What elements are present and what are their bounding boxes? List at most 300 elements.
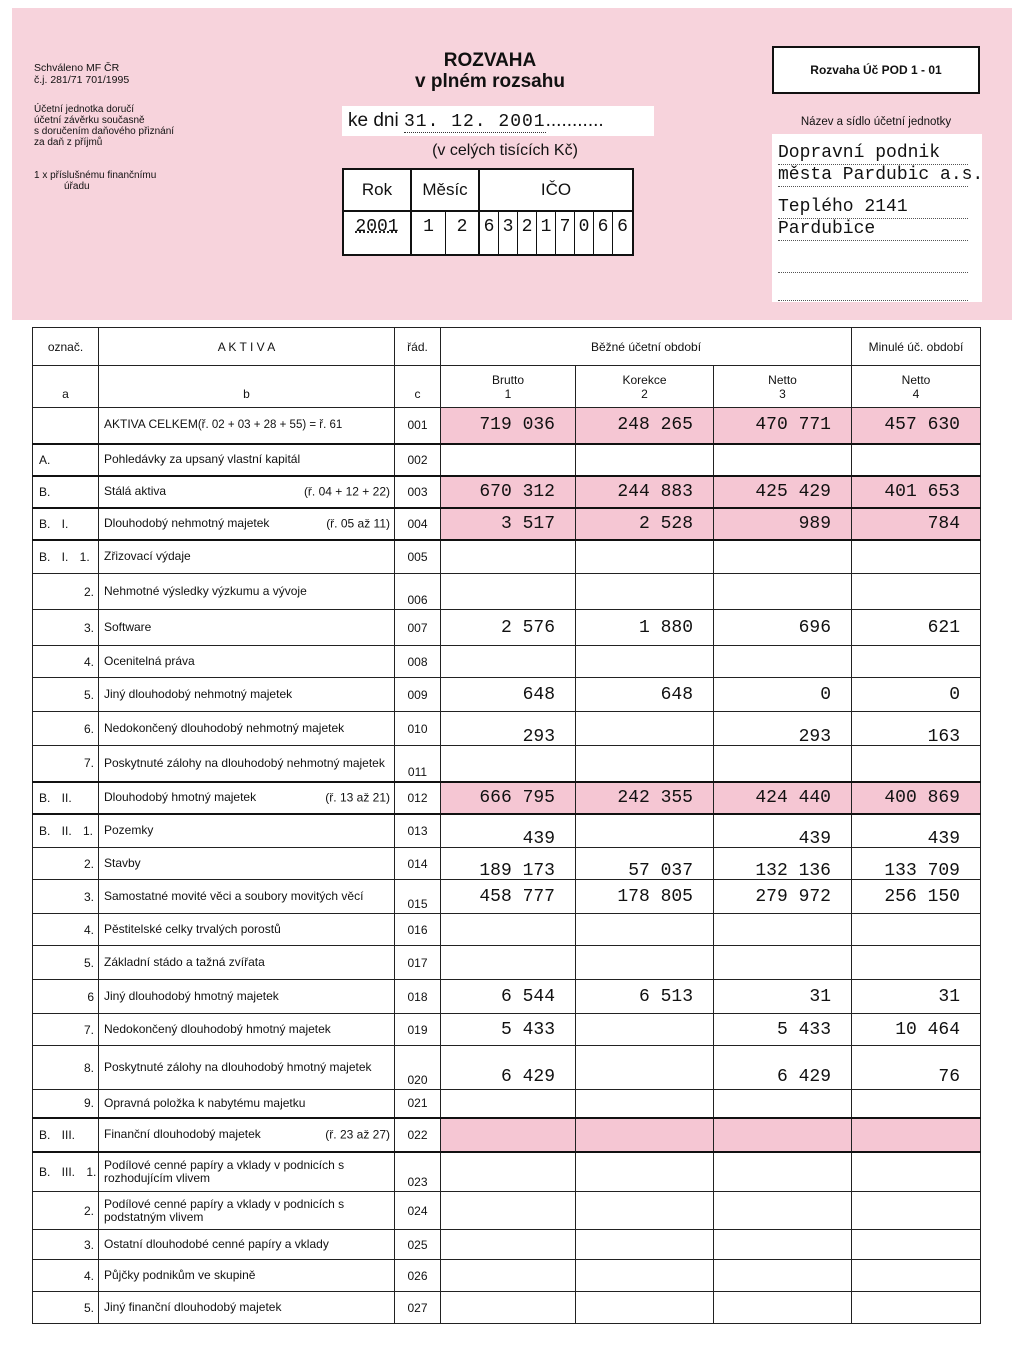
value-netto[interactable]: 470 771 (714, 408, 852, 444)
value-korekce[interactable] (576, 1090, 714, 1118)
value-netto-prev[interactable]: 621 (852, 610, 981, 646)
org-line[interactable] (778, 250, 968, 273)
row-number: 006 (395, 574, 441, 610)
row-designation (33, 914, 99, 946)
year-header: Rok (344, 170, 412, 210)
value-brutto[interactable] (441, 1152, 576, 1192)
row-number: 013 (395, 814, 441, 848)
col-header-oznac: označ. (33, 328, 99, 366)
month-header: Měsíc (412, 170, 480, 210)
row-designation-text: B. II. 1. (39, 823, 94, 838)
table-row (33, 880, 981, 914)
row-label (99, 408, 395, 444)
value-korekce[interactable] (576, 946, 714, 980)
row-label (99, 540, 395, 574)
row-label-text: Jiný dlouhodobý hmotný majetek (104, 989, 279, 1003)
row-label-text: Poskytnuté zálohy na dlouhodobý hmotný majetek (104, 1060, 372, 1074)
row-designation (33, 946, 99, 980)
korekce-num: 2 (641, 386, 648, 401)
value-brutto[interactable]: 719 036 (441, 408, 576, 444)
row-label-text: Nedokončený dlouhodobý hmotný majetek (104, 1022, 331, 1036)
value-brutto[interactable]: 2 576 (441, 610, 576, 646)
value-netto[interactable] (714, 746, 852, 782)
row-designation (33, 574, 99, 610)
value-korekce[interactable]: 2 528 (576, 508, 714, 540)
table-row (33, 1230, 981, 1260)
row-number: 026 (395, 1260, 441, 1292)
row-number: 024 (395, 1192, 441, 1230)
row-label-text: Stavby (104, 856, 141, 870)
value-brutto[interactable] (441, 946, 576, 980)
row-label-text: Pěstitelské celky trvalých porostů (104, 922, 281, 936)
table-row (33, 1046, 981, 1090)
col-header-rad: řád. (395, 328, 441, 366)
org-line[interactable]: města Pardubic a.s. (778, 165, 984, 185)
row-subnumber: 5. (83, 1300, 94, 1315)
date-field[interactable] (342, 106, 654, 136)
value-netto[interactable]: 439 (714, 814, 852, 848)
row-label (99, 880, 395, 914)
row-subnumber: 2. (83, 1203, 94, 1218)
value-netto[interactable] (714, 1260, 852, 1292)
value-netto[interactable] (714, 574, 852, 610)
value-korekce[interactable] (576, 914, 714, 946)
value-korekce[interactable] (576, 1046, 714, 1090)
value-brutto[interactable] (441, 1260, 576, 1292)
table-row (33, 1292, 981, 1324)
value-korekce[interactable]: 648 (576, 678, 714, 712)
row-subnumber: 3. (83, 620, 94, 635)
table-row (33, 610, 981, 646)
row-label (99, 980, 395, 1014)
row-label-text: Nehmotné výsledky výzkumu a vývoje (104, 584, 307, 598)
table-row (33, 746, 981, 782)
table-row (33, 1090, 981, 1118)
value-netto-prev[interactable] (852, 444, 981, 476)
value-korekce[interactable] (576, 1014, 714, 1046)
title-line-1: ROZVAHA (443, 50, 537, 71)
value-korekce[interactable] (576, 1230, 714, 1260)
value-korekce[interactable]: 57 037 (576, 848, 714, 880)
page-title (395, 50, 585, 92)
row-subnumber: 4. (83, 654, 94, 669)
value-netto[interactable]: 293 (714, 712, 852, 746)
value-korekce[interactable] (576, 1260, 714, 1292)
row-number: 011 (395, 746, 441, 782)
org-line[interactable]: Teplého 2141 (778, 196, 968, 219)
value-netto[interactable] (714, 646, 852, 678)
ico-digit[interactable]: 6 (480, 210, 499, 254)
value-netto[interactable] (714, 1152, 852, 1192)
value-netto-prev[interactable]: 784 (852, 508, 981, 540)
ico-header: IČO (540, 180, 572, 199)
value-brutto[interactable]: 648 (441, 678, 576, 712)
table-row (33, 508, 981, 540)
value-korekce[interactable] (576, 444, 714, 476)
row-number: 012 (395, 782, 441, 814)
value-netto[interactable]: 0 (714, 678, 852, 712)
row-designation (33, 540, 99, 574)
value-netto-prev[interactable] (852, 1090, 981, 1118)
value-netto-prev[interactable] (852, 1230, 981, 1260)
value-netto-prev[interactable]: 133 709 (852, 848, 981, 880)
row-label (99, 814, 395, 848)
value-korekce[interactable] (576, 1152, 714, 1192)
korekce-label: Korekce (622, 372, 667, 387)
table-row (33, 980, 981, 1014)
copy-note (34, 170, 194, 192)
table-row (33, 408, 981, 444)
value-brutto[interactable] (441, 1192, 576, 1230)
row-label-text: Finanční dlouhodobý majetek (104, 1127, 261, 1141)
row-designation (33, 678, 99, 712)
value-netto[interactable] (714, 1090, 852, 1118)
row-label-text: Nedokončený dlouhodobý nehmotný majetek (104, 721, 345, 735)
row-label (99, 444, 395, 476)
table-row (33, 1260, 981, 1292)
table-row (33, 814, 981, 848)
row-number: 003 (395, 476, 441, 508)
ico-digit[interactable]: 1 (537, 210, 556, 254)
row-number: 008 (395, 646, 441, 678)
value-netto-prev[interactable] (852, 1118, 981, 1152)
row-number: 018 (395, 980, 441, 1014)
table-row (33, 646, 981, 678)
netto-prev-num: 4 (912, 386, 920, 401)
row-number: 025 (395, 1230, 441, 1260)
value-netto-prev[interactable]: 76 (852, 1046, 981, 1090)
value-netto[interactable] (714, 1192, 852, 1230)
row-number: 004 (395, 508, 441, 540)
table-row (33, 914, 981, 946)
year-value[interactable]: 2001 (344, 210, 412, 254)
value-korekce[interactable]: 6 513 (576, 980, 714, 1014)
row-label (99, 914, 395, 946)
row-label (99, 646, 395, 678)
row-subnumber: 6. (83, 721, 94, 736)
row-designation-text: B. III. (39, 1127, 76, 1142)
row-label-text: Dlouhodobý hmotný majetek (104, 790, 257, 804)
value-brutto[interactable]: 6 544 (441, 980, 576, 1014)
ico-digit[interactable]: 6 (617, 217, 628, 237)
value-brutto[interactable] (441, 574, 576, 610)
value-netto-prev[interactable] (852, 746, 981, 782)
value-netto-prev[interactable]: 31 (852, 980, 981, 1014)
date-value: 31. 12. 2001 (403, 112, 546, 132)
row-range-formula: (ř. 05 až 11) (326, 516, 390, 530)
value-netto[interactable]: 5 433 (714, 1014, 852, 1046)
row-designation (33, 1192, 99, 1230)
row-subnumber: 3. (83, 889, 94, 904)
value-korekce[interactable] (576, 1118, 714, 1152)
row-label (99, 946, 395, 980)
value-brutto[interactable]: 5 433 (441, 1014, 576, 1046)
value-netto[interactable] (714, 1292, 852, 1324)
value-netto[interactable] (714, 914, 852, 946)
table-row (33, 574, 981, 610)
row-designation (33, 1046, 99, 1090)
col-letter-c: c (395, 366, 441, 408)
value-netto[interactable]: 279 972 (714, 880, 852, 914)
row-label-text: Jiný finanční dlouhodobý majetek (104, 1300, 282, 1314)
value-netto[interactable]: 31 (714, 980, 852, 1014)
row-designation (33, 646, 99, 678)
value-netto-prev[interactable] (852, 574, 981, 610)
col-letter-b: b (99, 366, 395, 408)
value-netto-prev[interactable]: 457 630 (852, 408, 981, 444)
row-subnumber: 4. (83, 922, 94, 937)
row-designation (33, 880, 99, 914)
row-label-text: Stálá aktiva (104, 484, 167, 498)
table-row (33, 678, 981, 712)
row-label-text: Jiný dlouhodobý nehmotný majetek (104, 687, 293, 701)
value-brutto[interactable]: 6 429 (441, 1046, 576, 1090)
value-korekce[interactable] (576, 540, 714, 574)
row-number: 002 (395, 444, 441, 476)
ico-digit[interactable]: 6 (594, 210, 613, 254)
col-netto-prev (852, 366, 981, 408)
row-label-text: Ocenitelná práva (104, 654, 195, 668)
value-netto[interactable] (714, 1118, 852, 1152)
approval-note (34, 62, 129, 86)
row-designation (33, 712, 99, 746)
value-korekce[interactable] (576, 712, 714, 746)
row-label (99, 476, 395, 508)
row-number: 016 (395, 914, 441, 946)
row-designation (33, 1118, 99, 1152)
row-range-formula: (ř. 23 až 27) (325, 1127, 390, 1141)
row-number: 020 (395, 1046, 441, 1090)
netto-num: 3 (779, 386, 786, 401)
netto-prev-label: Netto (901, 372, 931, 387)
col-korekce (576, 366, 714, 408)
value-netto[interactable]: 132 136 (714, 848, 852, 880)
row-label (99, 1118, 395, 1152)
row-label-text: Samostatné movité věci a soubory movitých věcí (104, 889, 364, 903)
delivery-note-line: za daň z příjmů (34, 137, 103, 148)
row-designation (33, 814, 99, 848)
row-label (99, 574, 395, 610)
row-designation (33, 444, 99, 476)
row-designation-text: A. (39, 452, 51, 467)
value-brutto[interactable] (441, 1090, 576, 1118)
row-range-formula: (ř. 02 + 03 + 28 + 55) = ř. 61 (197, 419, 343, 432)
row-number: 009 (395, 678, 441, 712)
value-brutto[interactable]: 189 173 (441, 848, 576, 880)
row-label (99, 1192, 395, 1230)
row-number: 010 (395, 712, 441, 746)
delivery-note-line: účetní závěrku současně (34, 115, 145, 126)
org-line[interactable]: Dopravní podnik (778, 142, 968, 165)
value-netto[interactable] (714, 946, 852, 980)
value-brutto[interactable] (441, 540, 576, 574)
row-subnumber: 4. (83, 1268, 94, 1283)
value-korekce[interactable]: 178 805 (576, 880, 714, 914)
table-row (33, 1118, 981, 1152)
org-line[interactable] (778, 278, 968, 301)
value-netto-prev[interactable]: 400 869 (852, 782, 981, 814)
date-dots: ........... (545, 110, 604, 131)
ico-digit[interactable]: 7 (556, 210, 575, 254)
col-letter-a: a (33, 366, 99, 408)
value-netto-prev[interactable] (852, 946, 981, 980)
row-designation (33, 980, 99, 1014)
row-label-text: Opravná položka k nabytému majetku (104, 1095, 306, 1110)
row-label (99, 1230, 395, 1260)
value-netto-prev[interactable] (852, 646, 981, 678)
row-subnumber: 6 (87, 989, 94, 1004)
row-designation (33, 1152, 99, 1192)
value-korekce[interactable] (576, 1292, 714, 1324)
value-korekce[interactable] (576, 814, 714, 848)
col-netto (714, 366, 852, 408)
value-netto[interactable] (714, 540, 852, 574)
value-korekce[interactable]: 242 355 (576, 782, 714, 814)
row-number: 023 (395, 1152, 441, 1192)
table-row (33, 1014, 981, 1046)
value-netto-prev[interactable]: 0 (852, 678, 981, 712)
value-netto-prev[interactable] (852, 914, 981, 946)
copy-note-line: úřadu (64, 181, 90, 192)
row-number: 007 (395, 610, 441, 646)
delivery-note-line: s doručením daňového přiznání (34, 126, 175, 137)
table-row (33, 444, 981, 476)
value-netto[interactable]: 696 (714, 610, 852, 646)
value-brutto[interactable] (441, 1118, 576, 1152)
value-brutto[interactable] (441, 646, 576, 678)
row-subnumber: 9. (83, 1096, 94, 1111)
value-brutto[interactable] (441, 914, 576, 946)
brutto-num: 1 (504, 386, 512, 401)
org-line[interactable]: Pardubice (778, 218, 968, 241)
col-header-current: Běžné účetní období (441, 328, 852, 366)
row-designation (33, 1230, 99, 1260)
value-netto-prev[interactable] (852, 540, 981, 574)
value-netto[interactable]: 424 440 (714, 782, 852, 814)
row-designation (33, 746, 99, 782)
value-korekce[interactable] (576, 1192, 714, 1230)
col-header-previous: Minulé úč. období (852, 328, 981, 366)
month-digit[interactable]: 2 (446, 210, 480, 254)
ico-digit[interactable]: 3 (499, 210, 518, 254)
row-label-text: Ostatní dlouhodobé cenné papíry a vklady (104, 1237, 329, 1251)
row-label (99, 848, 395, 880)
row-subnumber: 2. (83, 584, 94, 599)
value-netto[interactable]: 425 429 (714, 476, 852, 508)
row-label-text: Podílové cenné papíry a vklady v podnicích s rozhodujícím vlivem (104, 1157, 345, 1185)
value-netto-prev[interactable] (852, 1192, 981, 1230)
value-netto-prev[interactable] (852, 1152, 981, 1192)
row-subnumber: 2. (83, 856, 94, 871)
value-brutto[interactable] (441, 746, 576, 782)
date-label: ke dni (348, 110, 399, 131)
value-brutto[interactable]: 439 (441, 814, 576, 848)
value-brutto[interactable]: 3 517 (441, 508, 576, 540)
approval-line: Schváleno MF ČR (34, 62, 120, 74)
value-brutto[interactable]: 458 777 (441, 880, 576, 914)
value-korekce[interactable] (576, 746, 714, 782)
row-number: 014 (395, 848, 441, 880)
value-brutto[interactable] (441, 1292, 576, 1324)
value-korekce[interactable]: 1 880 (576, 610, 714, 646)
value-korekce[interactable] (576, 646, 714, 678)
row-label-text: Podílové cenné papíry a vklady v podnicích s podstatným vlivem (104, 1196, 345, 1224)
row-range-formula: (ř. 04 + 12 + 22) (303, 484, 390, 498)
value-brutto[interactable] (441, 1230, 576, 1260)
brutto-label: Brutto (491, 372, 524, 387)
copy-note-line: 1 x příslušnému finančnímu (34, 170, 157, 181)
row-subnumber: 3. (83, 1237, 94, 1252)
value-korekce[interactable]: 244 883 (576, 476, 714, 508)
table-row (33, 946, 981, 980)
row-designation (33, 408, 99, 444)
value-netto[interactable]: 6 429 (714, 1046, 852, 1090)
value-netto-prev[interactable] (852, 1292, 981, 1324)
row-label (99, 1152, 395, 1192)
row-label-text: Pohledávky za upsaný vlastní kapitál (104, 452, 301, 466)
row-label-text: Dlouhodobý nehmotný majetek (104, 516, 270, 530)
row-label (99, 712, 395, 746)
row-designation (33, 1090, 99, 1118)
value-korekce[interactable] (576, 574, 714, 610)
row-number: 021 (395, 1090, 441, 1118)
row-designation (33, 848, 99, 880)
row-designation (33, 476, 99, 508)
ico-digit[interactable]: 0 (575, 210, 594, 254)
row-number: 019 (395, 1014, 441, 1046)
value-netto-prev[interactable]: 401 653 (852, 476, 981, 508)
row-subnumber: 5. (83, 955, 94, 970)
month-digit[interactable]: 1 (412, 210, 446, 254)
identification-box (342, 168, 634, 256)
org-name-box[interactable] (772, 134, 982, 302)
row-label-text: Software (104, 620, 152, 634)
table-row (33, 1192, 981, 1230)
row-subnumber: 8. (83, 1060, 94, 1075)
value-netto[interactable] (714, 444, 852, 476)
row-label-text: Poskytnuté zálohy na dlouhodobý nehmotný majetek (104, 755, 385, 770)
value-brutto[interactable]: 666 795 (441, 782, 576, 814)
value-brutto[interactable] (441, 444, 576, 476)
value-netto-prev[interactable]: 10 464 (852, 1014, 981, 1046)
row-label (99, 1090, 395, 1118)
delivery-note (34, 104, 214, 148)
value-brutto[interactable]: 293 (441, 712, 576, 746)
form-code-box: Rozvaha Úč POD 1 - 01 (772, 46, 980, 94)
row-designation-text: B. III. 1. (39, 1164, 97, 1179)
value-netto-prev[interactable]: 163 (852, 712, 981, 746)
row-label (99, 1014, 395, 1046)
row-designation (33, 1014, 99, 1046)
ico-digit[interactable]: 2 (518, 210, 537, 254)
value-netto-prev[interactable]: 439 (852, 814, 981, 848)
row-label-text: Zřizovací výdaje (104, 549, 191, 564)
value-netto-prev[interactable] (852, 1260, 981, 1292)
value-korekce[interactable]: 248 265 (576, 408, 714, 444)
row-number: 015 (395, 880, 441, 914)
value-brutto[interactable]: 670 312 (441, 476, 576, 508)
row-label-text: Půjčky podnikům ve skupině (104, 1268, 256, 1282)
row-label (99, 678, 395, 712)
row-designation (33, 1260, 99, 1292)
row-label-text: AKTIVA CELKEM (104, 417, 198, 432)
value-netto[interactable]: 989 (714, 508, 852, 540)
table-row (33, 712, 981, 746)
table-row (33, 782, 981, 814)
value-netto[interactable] (714, 1230, 852, 1260)
row-label (99, 508, 395, 540)
value-netto-prev[interactable]: 256 150 (852, 880, 981, 914)
